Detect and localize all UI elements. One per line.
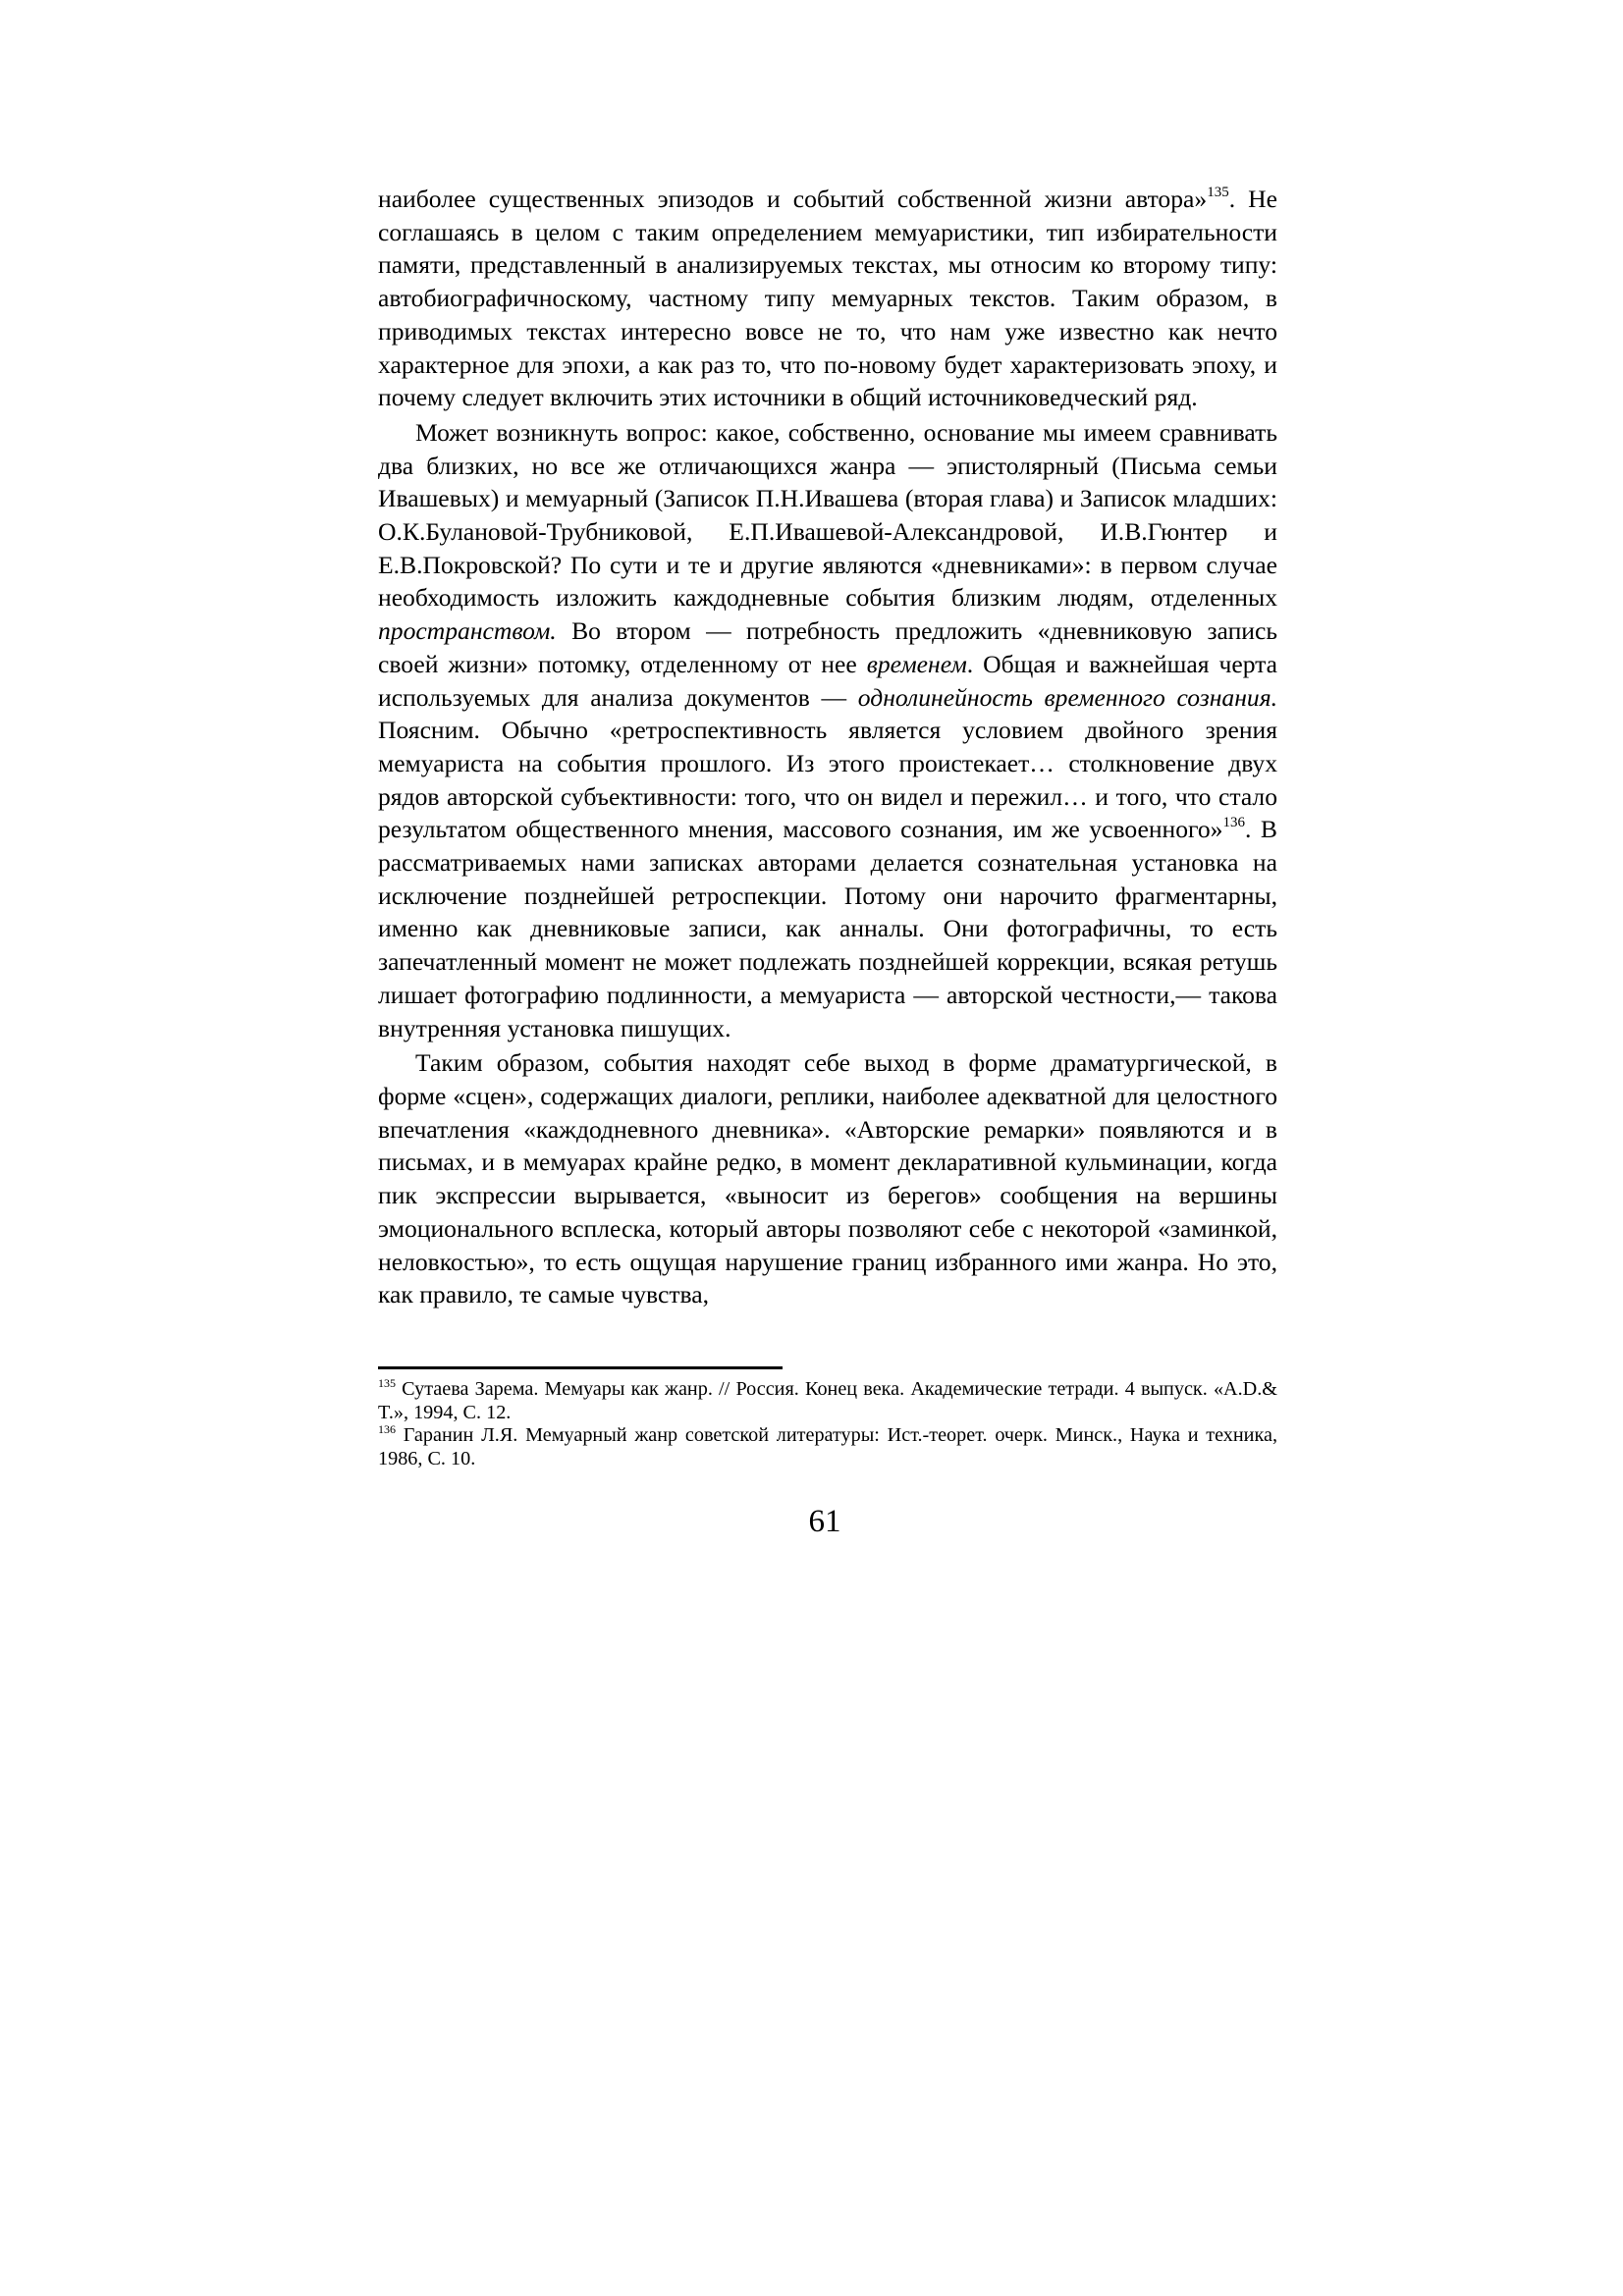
paragraph-2 [378, 416, 1277, 1044]
footnote-text: Сутаева Зарема. Мемуары как жанр. // Россия. Конец века. Академические тетради. 4 выпуск. «A.D.& T.», 1994, С. 12. [378, 1378, 1277, 1423]
paragraph-2-text-a: Может возникнуть вопрос: какое, собственно, основание мы имеем сравнивать два близких, но все же отличающихся жанра — эпистолярный (Письма семьи Ивашевых) и мемуарный (Записок П.Н.Ивашева (вторая глава) и Записок младших: О.К.Булановой-Трубниковой, Е.П.Ивашевой-Александровой, И.В.Гюнтер и Е.В.Покровской? По сути и те и другие являются «дневниками»: в первом случае необходимость изложить каждодневные события близким людям, отделенных [378, 417, 1277, 613]
footnotes [378, 1375, 1277, 1470]
footnote-number: 136 [378, 1421, 396, 1436]
paragraph-1-text-a: наиболее существенных эпизодов и событий собственной жизни автора» [378, 185, 1208, 213]
footnote-135 [378, 1375, 1277, 1424]
emphasis-space: пространством. [378, 616, 557, 646]
footnote-ref-135[interactable]: 135 [1207, 185, 1229, 201]
paragraph-3: Таким образом, события находят себе выход в форме драматургической, в форме «сцен», содержащих диалоги, реплики, наиболее адекватной для целостного впечатления «каждодневного дневника». «Авторские ремарки» появляются и в письмах, и в мемуарах крайне редко, в момент декларативной кульминации, когда пик экспрессии вырывается, «выносит из берегов» сообщения на вершины эмоционального всплеска, который авторы позволяют себе с некоторой «заминкой, неловкостью», то есть ощущая нарушение границ избранного ими жанра. Но это, как правило, те самые чувства, [378, 1048, 1277, 1309]
paragraph-1 [378, 183, 1277, 414]
footnote-136 [378, 1421, 1277, 1470]
emphasis-linearity: однолинейность временного сознания. [857, 682, 1277, 712]
paragraph-2-text-e: . В рассматриваемых нами записках авторами делается сознательная установка на исключение позднейшей ретроспекции. Потому они нарочито фрагментарны, именно как дневниковые записи, как анналы. Они фотографичны, то есть запечатленный момент не может подлежать позднейшей коррекции, всякая ретушь лишает фотографию подлинности, а мемуариста — авторской честности,— такова внутренняя установка пишущих. [378, 815, 1277, 1042]
page-number: 61 [808, 1504, 841, 1539]
footnote-number: 135 [378, 1375, 396, 1390]
footnote-separator [378, 1366, 783, 1369]
footnote-ref-136[interactable]: 136 [1222, 815, 1245, 831]
paragraph-2-text-c: . Общая и важнейшая черта используемых для анализа документов — [378, 649, 1278, 712]
emphasis-time: временем [866, 649, 967, 678]
paragraph-1-text-b: . Не соглашаясь в целом с таким определением мемуаристики, тип избирательности памяти, представленный в анализируемых текстах, мы относим ко второму типу: автобиографичноскому, частному типу мемуарных текстов. Таким образом, в приводимых текстах интересно вовсе не то, что нам уже известно как нечто характерное для эпохи, а как раз то, что по-новому будет характеризовать эпоху, и почему следует включить этих источники в общий источниковедческий ряд. [378, 185, 1278, 412]
main-text [378, 183, 1277, 1311]
paragraph-2-text-b: Во втором — потребность предложить «дневниковую запись своей жизни» потомку, отделенному от нее [378, 616, 1277, 678]
paragraph-2-text-d: Поясним. Обычно «ретроспективность является условием двойного зрения мемуариста на события прошлого. Из этого проистекает… столкновение двух рядов авторской субъективности: того, что он видел и пережил… и того, что стало результатом общественного мнения, массового сознания, им же усвоенного» [378, 716, 1277, 844]
footnote-text: Гаранин Л.Я. Мемуарный жанр советской литературы: Ист.-теорет. очерк. Минск., Наука и техника, 1986, С. 10. [378, 1424, 1277, 1469]
